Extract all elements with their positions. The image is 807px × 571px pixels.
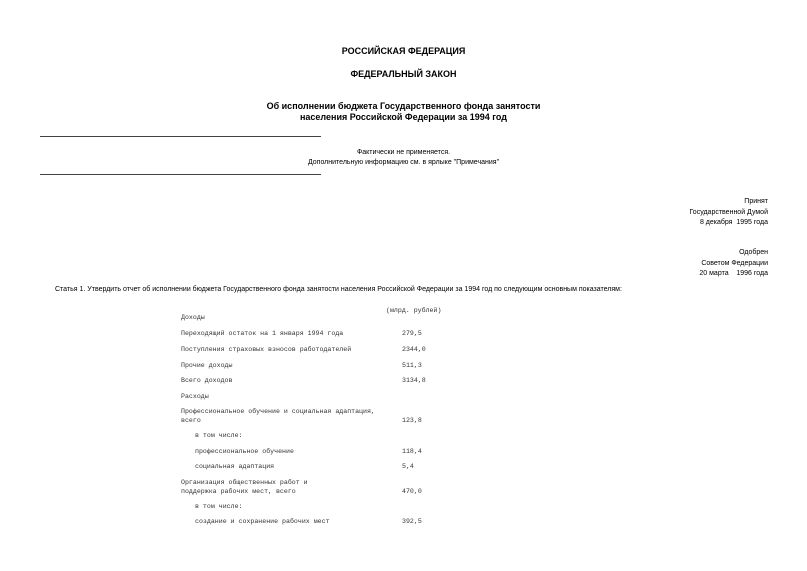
row-value: 118,4 bbox=[402, 448, 422, 455]
row-value: 279,5 bbox=[402, 330, 422, 337]
row-label bbox=[181, 377, 232, 386]
row-label-line: Поступления страховых взносов работодателей bbox=[181, 346, 352, 353]
row-value: 2344,0 bbox=[402, 346, 426, 353]
row-label bbox=[181, 362, 232, 371]
row-label bbox=[195, 518, 330, 527]
doc-type-heading: ФЕДЕРАЛЬНЫЙ ЗАКОН bbox=[350, 69, 457, 79]
row-value: 123,8 bbox=[402, 416, 422, 424]
units-label: (млрд. рублей) bbox=[386, 307, 442, 314]
notice-line-2: Дополнительную информацию см. в ярлыке "Примечания" bbox=[307, 159, 500, 166]
row-label-line: профессиональное обучение bbox=[195, 448, 294, 455]
approved-body: Советом Федерации bbox=[701, 259, 768, 267]
row-label-line: в том числе: bbox=[195, 432, 243, 439]
article-1-text: Статья 1. Утвердить отчет об исполнении бюджета Государственного фонда занятости населения Российской Федерации за 1994 год по следующим основным показателям: bbox=[55, 286, 622, 293]
row-value: 3134,8 bbox=[402, 377, 426, 384]
row-label bbox=[195, 448, 294, 457]
approved-label: Одобрен bbox=[739, 249, 768, 256]
row-label-line: Организация общественных работ и bbox=[181, 479, 308, 486]
row-label-line: социальная адаптация bbox=[195, 463, 275, 470]
row-label bbox=[181, 408, 375, 425]
row-label bbox=[181, 479, 308, 496]
notice-line-1: Фактически не применяется. bbox=[356, 149, 451, 156]
adopted-block bbox=[689, 197, 768, 229]
title-line-2: населения Российской Федерации за 1994 год bbox=[299, 112, 508, 122]
row-label bbox=[195, 432, 242, 441]
row-label-line: всего bbox=[181, 416, 201, 424]
row-label-line: в том числе: bbox=[195, 503, 243, 510]
country-heading: РОССИЙСКАЯ ФЕДЕРАЦИЯ bbox=[341, 46, 466, 56]
approved-date: 20 марта 1996 года bbox=[699, 270, 768, 277]
approved-block bbox=[699, 248, 768, 280]
row-value: 511,3 bbox=[402, 362, 422, 369]
adopted-body: Государственной Думой bbox=[689, 208, 768, 216]
row-label-line: Профессиональное обучение и социальная адаптация, bbox=[181, 408, 375, 415]
adopted-date: 8 декабря 1995 года bbox=[699, 219, 768, 226]
row-value: 5,4 bbox=[402, 463, 414, 470]
row-label-line: создание и сохранение рабочих мест bbox=[195, 518, 330, 525]
row-label bbox=[181, 330, 343, 339]
row-label-line: поддержка рабочих мест, всего bbox=[181, 487, 296, 495]
row-label-line: Переходящий остаток на 1 января 1994 года bbox=[181, 330, 344, 337]
row-label bbox=[195, 463, 274, 472]
row-label bbox=[195, 503, 242, 512]
title-line-1: Об исполнении бюджета Государственного фонда занятости bbox=[266, 101, 541, 111]
top-divider bbox=[40, 136, 321, 137]
row-value: 470,0 bbox=[402, 487, 422, 495]
income-heading: Доходы bbox=[181, 314, 205, 321]
row-value: 392,5 bbox=[402, 518, 422, 525]
bottom-divider bbox=[40, 174, 321, 175]
row-label-line: Прочие доходы bbox=[181, 362, 233, 369]
expense-heading: Расходы bbox=[181, 393, 209, 400]
adopted-label: Принят bbox=[744, 198, 768, 205]
row-label-line: Всего доходов bbox=[181, 377, 233, 384]
row-label bbox=[181, 346, 351, 355]
